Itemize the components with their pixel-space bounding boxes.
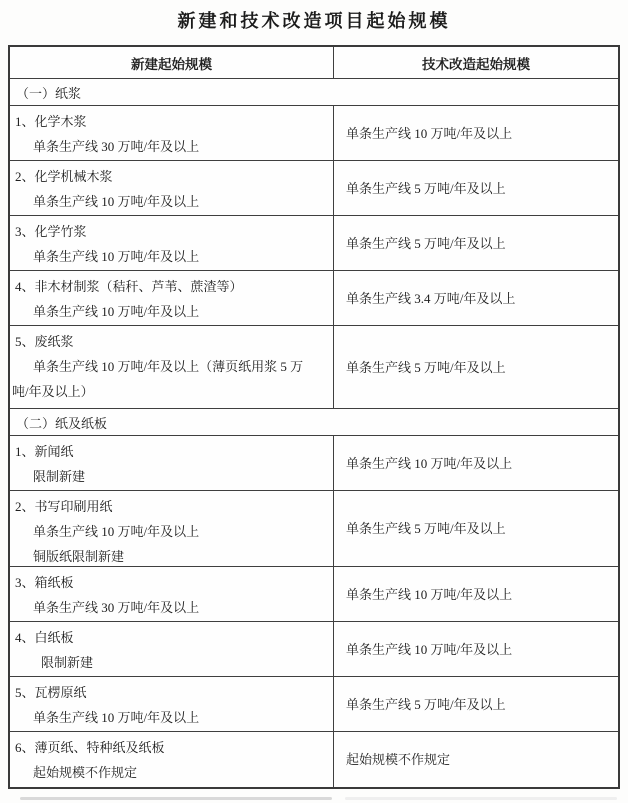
cell-line: 单条生产线 10 万吨/年及以上 bbox=[346, 641, 513, 657]
tech-upgrade-cell bbox=[334, 677, 618, 731]
section-label: （一）纸浆 bbox=[16, 85, 82, 101]
table-row bbox=[10, 216, 618, 271]
header-tech-upgrade: 技术改造起始规模 bbox=[422, 56, 530, 72]
table-row bbox=[10, 106, 618, 161]
cell-line: 2、书写印刷用纸 bbox=[15, 499, 113, 514]
section-band-pulp bbox=[10, 79, 618, 106]
table-row bbox=[10, 622, 618, 677]
tech-upgrade-cell bbox=[334, 567, 618, 621]
table-row bbox=[10, 491, 618, 567]
cell-line: 3、化学竹浆 bbox=[15, 224, 87, 239]
tech-upgrade-cell bbox=[334, 732, 618, 787]
new-build-cell bbox=[10, 732, 334, 787]
cell-line: 单条生产线 30 万吨/年及以上 bbox=[33, 139, 200, 154]
tech-upgrade-cell bbox=[334, 106, 618, 160]
cell-line: 单条生产线 10 万吨/年及以上 bbox=[33, 304, 200, 319]
cell-line: 6、薄页纸、特种纸及纸板 bbox=[15, 740, 165, 755]
new-build-cell bbox=[10, 436, 334, 490]
section-label: （二）纸及纸板 bbox=[16, 415, 108, 431]
page-title: 新建和技术改造项目起始规模 bbox=[177, 11, 451, 31]
cell-line: 吨/年及以上） bbox=[12, 384, 94, 399]
cell-line: 1、新闻纸 bbox=[15, 444, 74, 459]
tech-upgrade-cell bbox=[334, 622, 618, 676]
cell-line: 单条生产线 10 万吨/年及以上 bbox=[33, 710, 200, 725]
table-row bbox=[10, 732, 618, 787]
tech-upgrade-cell bbox=[334, 216, 618, 270]
table-row bbox=[10, 436, 618, 491]
cell-line: 单条生产线 10 万吨/年及以上 bbox=[346, 586, 513, 602]
cell-line: 起始规模不作规定 bbox=[346, 752, 451, 767]
new-build-cell bbox=[10, 271, 334, 325]
scan-artifact-smudge bbox=[20, 797, 332, 800]
new-build-cell bbox=[10, 491, 334, 566]
table-row bbox=[10, 567, 618, 622]
cell-line: 单条生产线 10 万吨/年及以上 bbox=[346, 125, 513, 141]
cell-line: 限制新建 bbox=[33, 469, 86, 484]
table-row bbox=[10, 161, 618, 216]
cell-line: 1、化学木浆 bbox=[15, 114, 87, 129]
tech-upgrade-cell bbox=[334, 326, 618, 408]
new-build-cell bbox=[10, 677, 334, 731]
table-row bbox=[10, 677, 618, 732]
table-row bbox=[10, 326, 618, 409]
header-new-build: 新建起始规模 bbox=[10, 47, 334, 78]
cell-line: 单条生产线 3.4 万吨/年及以上 bbox=[346, 290, 516, 306]
new-build-cell bbox=[10, 567, 334, 621]
cell-line: 单条生产线 10 万吨/年及以上 bbox=[33, 524, 200, 539]
new-build-cell bbox=[10, 161, 334, 215]
new-build-cell bbox=[10, 326, 334, 408]
cell-line: 单条生产线 30 万吨/年及以上 bbox=[33, 600, 200, 615]
table-header-row bbox=[10, 47, 618, 79]
table-row bbox=[10, 271, 618, 326]
new-build-cell bbox=[10, 106, 334, 160]
tech-upgrade-cell bbox=[334, 271, 618, 325]
new-build-cell bbox=[10, 622, 334, 676]
cell-line: 4、非木材制浆（秸秆、芦苇、蔗渣等） bbox=[15, 279, 243, 294]
cell-line: 2、化学机械木浆 bbox=[15, 169, 113, 184]
cell-line: 3、箱纸板 bbox=[15, 575, 74, 590]
tech-upgrade-cell bbox=[334, 491, 618, 566]
cell-line: 单条生产线 10 万吨/年及以上 bbox=[33, 194, 200, 209]
section-band-paper bbox=[10, 409, 618, 436]
tech-upgrade-cell bbox=[334, 161, 618, 215]
cell-line: 单条生产线 5 万吨/年及以上 bbox=[346, 696, 506, 712]
scan-artifact-smudge bbox=[345, 797, 617, 800]
cell-line: 单条生产线 5 万吨/年及以上 bbox=[346, 359, 506, 375]
cell-line: 限制新建 bbox=[41, 655, 94, 670]
cell-line: 起始规模不作规定 bbox=[33, 765, 138, 780]
cell-line: 5、废纸浆 bbox=[15, 334, 74, 349]
cell-line: 单条生产线 10 万吨/年及以上 bbox=[346, 455, 513, 471]
new-build-cell bbox=[10, 216, 334, 270]
cell-line: 单条生产线 10 万吨/年及以上（薄页纸用浆 5 万 bbox=[33, 359, 304, 374]
scale-table bbox=[8, 45, 620, 789]
cell-line: 单条生产线 5 万吨/年及以上 bbox=[346, 521, 506, 536]
cell-line: 单条生产线 10 万吨/年及以上 bbox=[33, 249, 200, 264]
cell-line: 4、白纸板 bbox=[15, 630, 74, 645]
cell-line: 单条生产线 5 万吨/年及以上 bbox=[346, 180, 506, 196]
tech-upgrade-cell bbox=[334, 436, 618, 490]
cell-line: 单条生产线 5 万吨/年及以上 bbox=[346, 235, 506, 251]
cell-line: 铜版纸限制新建 bbox=[33, 549, 125, 564]
cell-line: 5、瓦楞原纸 bbox=[15, 685, 87, 700]
